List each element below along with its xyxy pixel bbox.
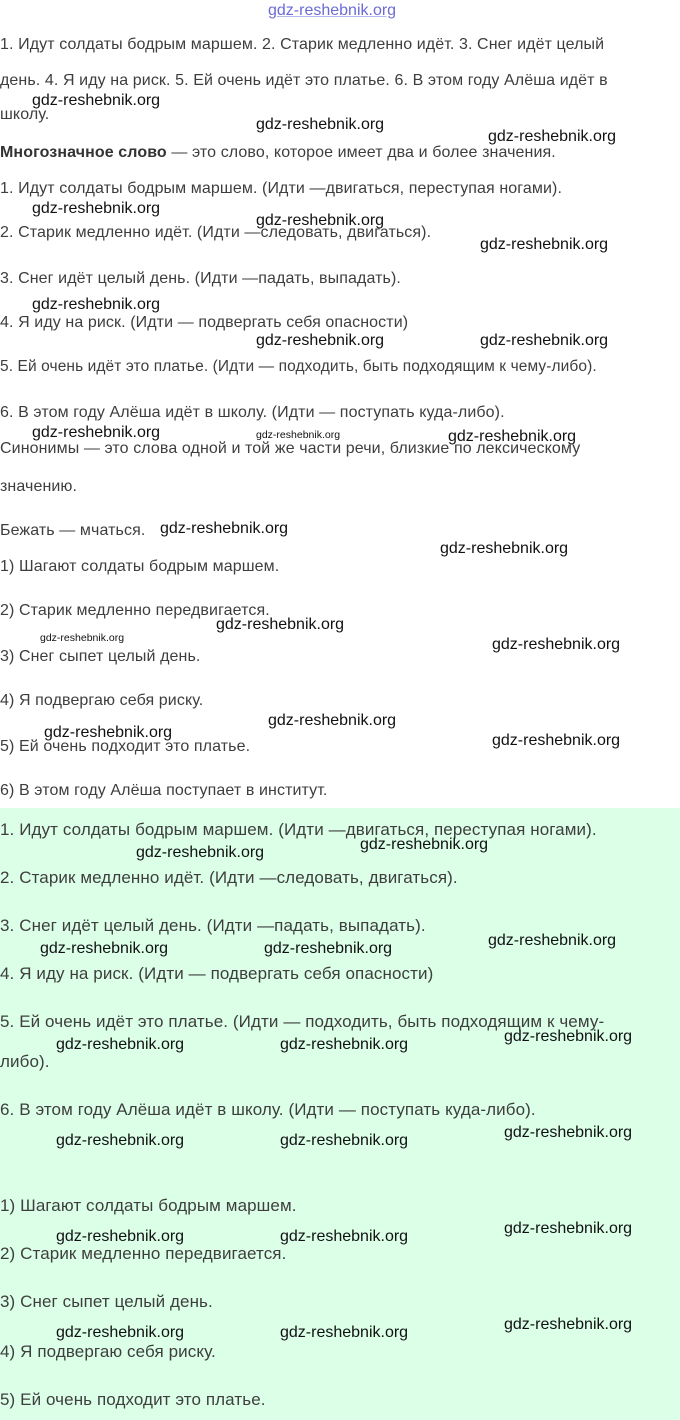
- synonym-example: Бежать — мчаться.: [0, 522, 146, 539]
- watermark: gdz-reshebnik.org: [256, 429, 341, 441]
- watermark: gdz-reshebnik.org: [492, 732, 621, 749]
- meaning-2: 2. Старик медленно идёт. (Идти —следовать, двигаться).: [0, 224, 432, 241]
- watermark: gdz-reshebnik.org: [32, 424, 161, 441]
- answer-meaning-1: 1. Идут солдаты бодрым маршем. (Идти —двигаться, переступая ногами).: [0, 820, 597, 839]
- watermark: gdz-reshebnik.org: [492, 636, 621, 653]
- task-line-3: школу.: [0, 106, 50, 123]
- answer-meaning-6: 6. В этом году Алёша идёт в школу. (Идти — поступать куда-либо).: [0, 1100, 536, 1119]
- replacement-1: 1) Шагают солдаты бодрым маршем.: [0, 558, 280, 575]
- meaning-6: 6. В этом году Алёша идёт в школу. (Идти — поступать куда-либо).: [0, 404, 505, 421]
- watermark: gdz-reshebnik.org: [360, 836, 489, 853]
- watermark: gdz-reshebnik.org: [440, 540, 569, 557]
- watermark: gdz-reshebnik.org: [160, 520, 289, 537]
- watermark: gdz-reshebnik.org: [480, 332, 609, 349]
- answer-replacement-1: 1) Шагают солдаты бодрым маршем.: [0, 1196, 297, 1215]
- replacement-4: 4) Я подвергаю себя риску.: [0, 692, 204, 709]
- task-line-2: день. 4. Я иду на риск. 5. Ей очень идёт это платье. 6. В этом году Алёша идёт в: [0, 72, 608, 89]
- watermark: gdz-reshebnik.org: [480, 236, 609, 253]
- top-watermark-link[interactable]: gdz-reshebnik.org: [268, 2, 397, 19]
- watermark: gdz-reshebnik.org: [268, 712, 397, 729]
- watermark: gdz-reshebnik.org: [56, 1132, 185, 1149]
- definition-text: — это слово, которое имеет два и более значения.: [166, 144, 556, 161]
- watermark: gdz-reshebnik.org: [280, 1132, 409, 1149]
- watermark: gdz-reshebnik.org: [44, 724, 173, 741]
- task-line-1: 1. Идут солдаты бодрым маршем. 2. Старик медленно идёт. 3. Снег идёт целый: [0, 36, 605, 53]
- answer-meaning-2: 2. Старик медленно идёт. (Идти —следовать, двигаться).: [0, 868, 458, 887]
- answer-meaning-5-line-1: 5. Ей очень идёт это платье. (Идти — подходить, быть подходящим к чему-: [0, 1012, 605, 1031]
- watermark: gdz-reshebnik.org: [280, 1324, 409, 1341]
- answer-replacement-2: 2) Старик медленно передвигается.: [0, 1244, 287, 1263]
- watermark: gdz-reshebnik.org: [504, 1124, 633, 1141]
- answer-meaning-3: 3. Снег идёт целый день. (Идти —падать, выпадать).: [0, 916, 426, 935]
- watermark: gdz-reshebnik.org: [488, 932, 617, 949]
- watermark: gdz-reshebnik.org: [504, 1028, 633, 1045]
- synonyms-definition-line-1: Синонимы — это слова одной и той же части речи, близкие по лексическому: [0, 440, 581, 457]
- watermark: gdz-reshebnik.org: [504, 1316, 633, 1333]
- watermark: gdz-reshebnik.org: [216, 616, 345, 633]
- answer-replacement-3: 3) Снег сыпет целый день.: [0, 1292, 213, 1311]
- answer-replacement-5: 5) Ей очень подходит это платье.: [0, 1390, 266, 1409]
- watermark: gdz-reshebnik.org: [40, 632, 125, 644]
- watermark: gdz-reshebnik.org: [32, 92, 161, 109]
- synonyms-definition-line-2: значению.: [0, 478, 78, 495]
- definition-term: Многозначное слово: [0, 144, 167, 161]
- watermark: gdz-reshebnik.org: [504, 1220, 633, 1237]
- watermark: gdz-reshebnik.org: [280, 1228, 409, 1245]
- answer-meaning-5-line-2: либо).: [0, 1052, 50, 1071]
- watermark: gdz-reshebnik.org: [264, 940, 393, 957]
- replacement-3: 3) Снег сыпет целый день.: [0, 648, 201, 665]
- replacement-2: 2) Старик медленно передвигается.: [0, 602, 270, 619]
- watermark: gdz-reshebnik.org: [40, 940, 169, 957]
- replacement-5: 5) Ей очень подходит это платье.: [0, 738, 251, 755]
- watermark: gdz-reshebnik.org: [56, 1228, 185, 1245]
- watermark: gdz-reshebnik.org: [56, 1324, 185, 1341]
- watermark: gdz-reshebnik.org: [56, 1036, 185, 1053]
- watermark: gdz-reshebnik.org: [32, 200, 161, 217]
- watermark: gdz-reshebnik.org: [448, 428, 577, 445]
- watermark: gdz-reshebnik.org: [32, 296, 161, 313]
- watermark: gdz-reshebnik.org: [256, 332, 385, 349]
- definition: [0, 144, 556, 162]
- watermark: gdz-reshebnik.org: [136, 844, 265, 861]
- replacement-6: 6) В этом году Алёша поступает в институт.: [0, 782, 328, 799]
- meaning-4: 4. Я иду на риск. (Идти — подвергать себя опасности): [0, 314, 409, 331]
- watermark: gdz-reshebnik.org: [280, 1036, 409, 1053]
- meaning-5: 5. Ей очень идёт это платье. (Идти — подходить, быть подходящим к чему-либо).: [0, 358, 597, 375]
- watermark: gdz-reshebnik.org: [256, 116, 385, 133]
- watermark: gdz-reshebnik.org: [488, 128, 617, 145]
- answer-replacement-4: 4) Я подвергаю себя риску.: [0, 1342, 216, 1361]
- meaning-1: 1. Идут солдаты бодрым маршем. (Идти —двигаться, переступая ногами).: [0, 180, 562, 197]
- meaning-3: 3. Снег идёт целый день. (Идти —падать, выпадать).: [0, 270, 401, 287]
- answer-meaning-4: 4. Я иду на риск. (Идти — подвергать себя опасности): [0, 964, 434, 983]
- watermark: gdz-reshebnik.org: [256, 212, 385, 229]
